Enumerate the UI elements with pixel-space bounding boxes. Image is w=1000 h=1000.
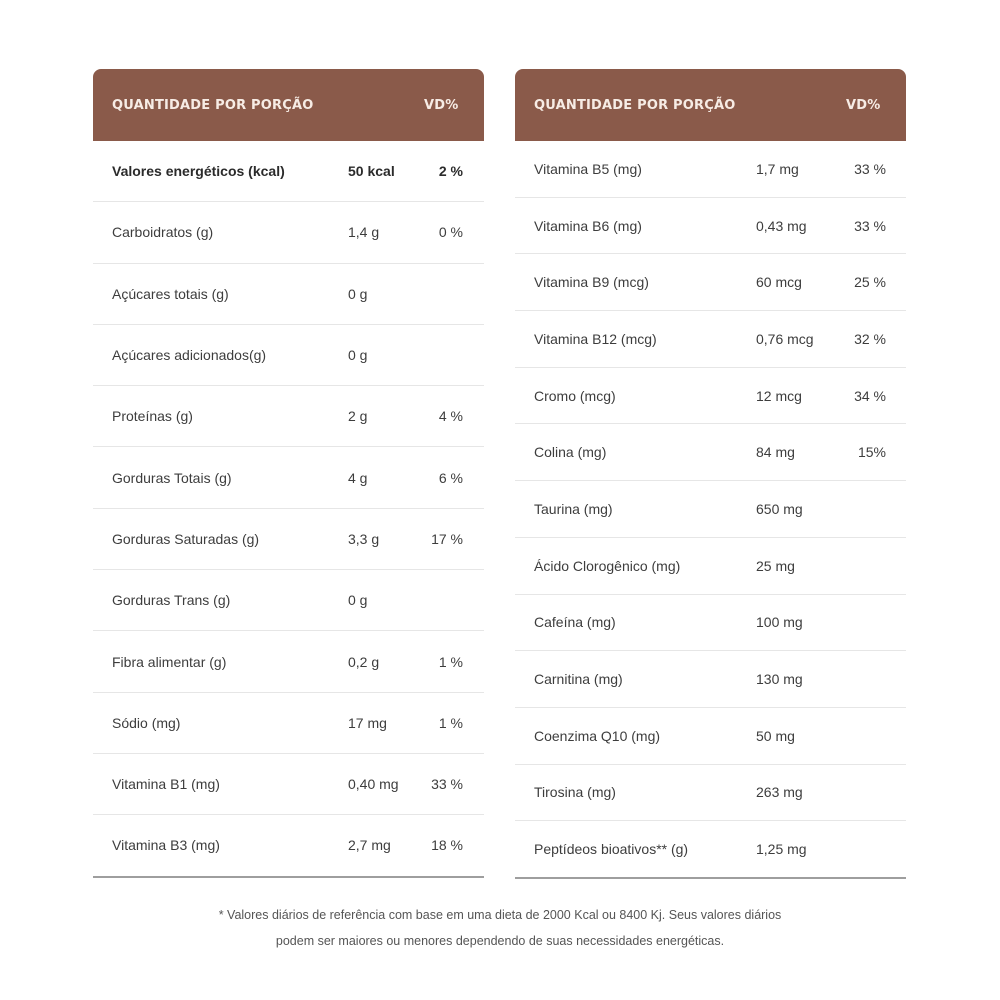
nutrient-amount: 50 kcal	[348, 163, 395, 180]
table-row	[93, 693, 484, 754]
nutrient-amount: 4 g	[348, 469, 368, 486]
nutrient-amount: 60 mcg	[756, 274, 802, 291]
table-row	[515, 821, 906, 877]
nutrition-table-right	[515, 69, 906, 879]
nutrient-label: Valores energéticos (kcal)	[112, 163, 285, 180]
table-row	[515, 424, 906, 481]
nutrient-label: Vitamina B6 (mg)	[534, 217, 642, 234]
nutrient-label: Coenzima Q10 (mg)	[534, 727, 661, 744]
nutrient-amount: 2 g	[348, 408, 368, 425]
table-row	[93, 386, 484, 447]
table-header	[93, 69, 484, 141]
nutrient-label: Açúcares totais (g)	[112, 285, 229, 302]
nutrient-label: Ácido Clorogênico (mg)	[534, 557, 681, 574]
nutrient-vd: 1 %	[438, 714, 463, 731]
nutrient-vd: 15%	[857, 444, 886, 461]
nutrient-amount: 50 mg	[756, 727, 795, 744]
table-row	[93, 325, 484, 386]
nutrient-label: Peptídeos bioativos** (g)	[534, 841, 689, 858]
header-quantity-label: QUANTIDADE POR PORÇÃO	[534, 97, 736, 113]
nutrient-label: Vitamina B1 (mg)	[112, 776, 220, 793]
table-body	[93, 141, 484, 876]
nutrient-label: Cafeína (mg)	[534, 614, 616, 631]
footnote-line: * Valores diários de referência com base em uma dieta de 2000 Kcal ou 8400 Kj. Seus valores diários	[218, 908, 782, 922]
nutrient-amount: 2,7 mg	[348, 837, 391, 854]
header-quantity-label: QUANTIDADE POR PORÇÃO	[112, 97, 314, 113]
table-row	[515, 198, 906, 255]
table-body	[515, 141, 906, 877]
nutrient-label: Taurina (mg)	[534, 500, 613, 517]
nutrient-vd: 25 %	[854, 274, 886, 291]
table-row	[515, 595, 906, 652]
nutrient-label: Sódio (mg)	[112, 714, 181, 731]
nutrient-amount: 0,43 mg	[756, 217, 807, 234]
nutrient-amount: 0,76 mcg	[756, 330, 814, 347]
nutrient-label: Vitamina B12 (mcg)	[534, 330, 657, 347]
nutrient-vd: 32 %	[854, 330, 886, 347]
nutrient-amount: 12 mcg	[756, 387, 802, 404]
nutrient-label: Carboidratos (g)	[112, 224, 214, 241]
table-row	[515, 538, 906, 595]
nutrient-vd: 33 %	[854, 160, 886, 177]
nutrient-vd: 33 %	[431, 776, 463, 793]
nutrient-amount: 263 mg	[756, 784, 803, 801]
nutrient-amount: 3,3 g	[348, 530, 380, 547]
nutrient-label: Tirosina (mg)	[534, 784, 616, 801]
nutrient-amount: 1,7 mg	[756, 160, 799, 177]
table-row	[515, 368, 906, 425]
footnote-line: podem ser maiores ou menores dependendo de suas necessidades energéticas.	[275, 934, 725, 948]
table-row	[515, 141, 906, 198]
nutrient-label: Fibra alimentar (g)	[112, 653, 227, 670]
nutrient-vd: 17 %	[431, 530, 463, 547]
nutrient-label: Vitamina B9 (mcg)	[534, 274, 649, 291]
table-row	[93, 570, 484, 631]
table-row	[515, 651, 906, 708]
table-header	[515, 69, 906, 141]
table-row	[93, 264, 484, 325]
nutrient-amount: 100 mg	[756, 614, 803, 631]
nutrient-amount: 1,4 g	[348, 224, 380, 241]
nutrient-label: Carnitina (mg)	[534, 671, 623, 688]
table-row	[93, 754, 484, 815]
nutrient-label: Açúcares adicionados(g)	[112, 347, 267, 364]
nutrient-vd: 34 %	[854, 387, 886, 404]
nutrient-amount: 25 mg	[756, 557, 795, 574]
nutrient-label: Colina (mg)	[534, 444, 607, 461]
nutrient-amount: 130 mg	[756, 671, 803, 688]
header-vd-label: VD%	[424, 97, 459, 113]
nutrient-label: Vitamina B3 (mg)	[112, 837, 220, 854]
table-row	[93, 447, 484, 508]
nutrient-amount: 0 g	[348, 285, 368, 302]
nutrient-label: Gorduras Saturadas (g)	[112, 530, 260, 547]
nutrient-amount: 0 g	[348, 592, 368, 609]
nutrient-amount: 650 mg	[756, 500, 803, 517]
nutrient-vd: 1 %	[438, 653, 463, 670]
table-row	[515, 481, 906, 538]
nutrition-table-left	[93, 69, 484, 878]
nutrient-amount: 17 mg	[348, 714, 387, 731]
nutrient-amount: 0 g	[348, 347, 368, 364]
nutrient-vd: 18 %	[431, 837, 463, 854]
nutrient-amount: 1,25 mg	[756, 841, 807, 858]
nutrient-vd: 33 %	[854, 217, 886, 234]
table-row	[515, 254, 906, 311]
header-vd-label: VD%	[846, 97, 881, 113]
nutrient-vd: 0 %	[438, 224, 463, 241]
nutrient-label: Proteínas (g)	[112, 408, 193, 425]
table-row	[93, 141, 484, 202]
footnote	[0, 902, 1000, 954]
nutrient-amount: 0,40 mg	[348, 776, 399, 793]
table-row	[515, 311, 906, 368]
nutrient-label: Vitamina B5 (mg)	[534, 160, 642, 177]
nutrient-label: Gorduras Trans (g)	[112, 592, 231, 609]
table-row	[93, 509, 484, 570]
table-row	[515, 765, 906, 822]
nutrient-amount: 0,2 g	[348, 653, 380, 670]
nutrient-label: Cromo (mcg)	[534, 387, 616, 404]
nutrient-vd: 4 %	[438, 408, 463, 425]
table-row	[93, 815, 484, 875]
nutrient-vd: 6 %	[438, 469, 463, 486]
nutrient-label: Gorduras Totais (g)	[112, 469, 232, 486]
table-row	[515, 708, 906, 765]
nutrient-amount: 84 mg	[756, 444, 795, 461]
table-row	[93, 631, 484, 692]
nutrient-vd: 2 %	[438, 163, 463, 180]
table-row	[93, 202, 484, 263]
